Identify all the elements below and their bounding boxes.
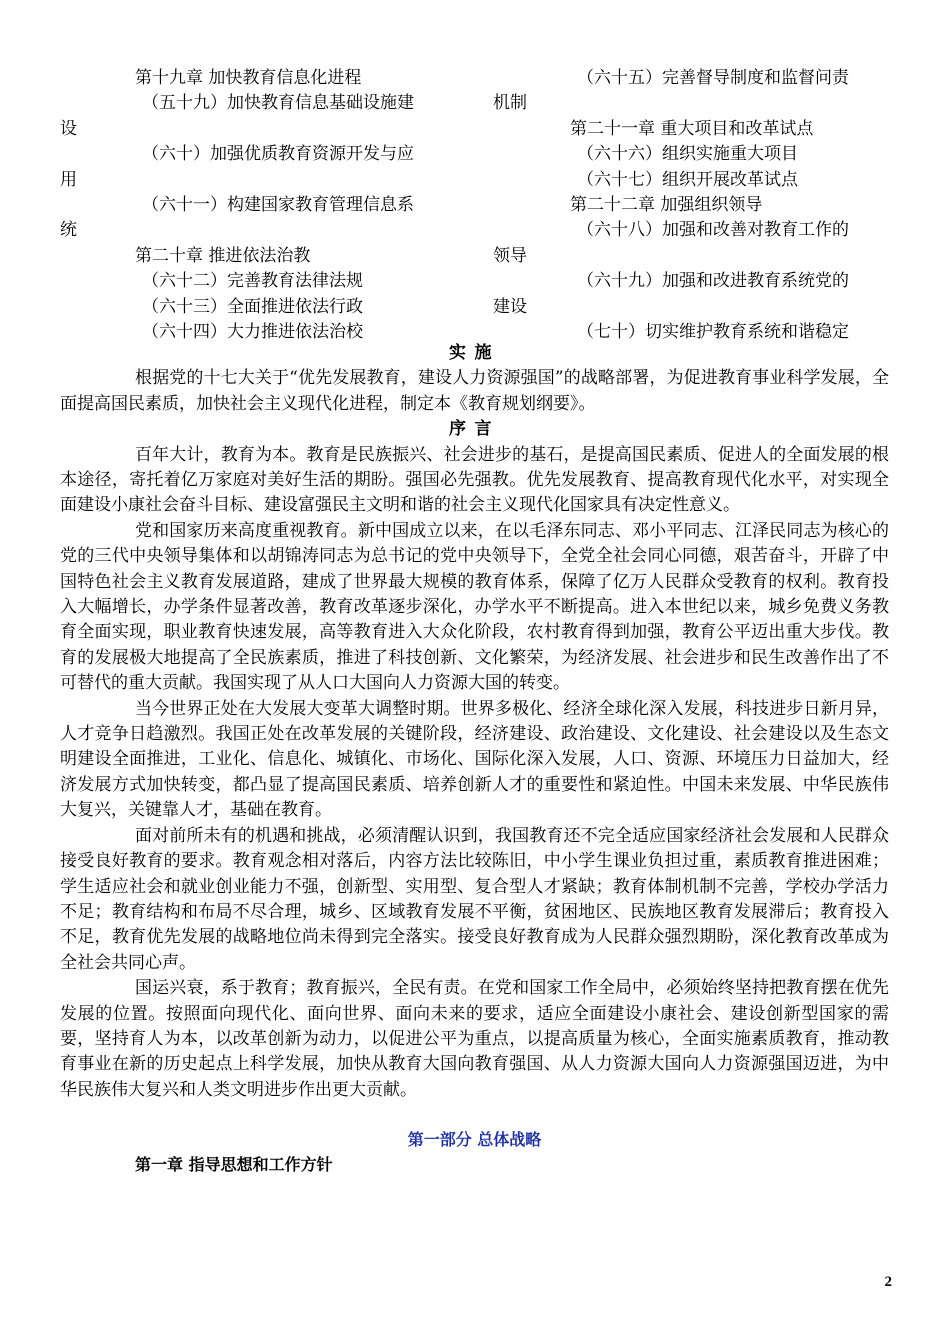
- toc-entry: （六十七）组织开展改革试点: [577, 169, 798, 190]
- preface-paragraph-4: 面对前所未有的机遇和挑战，必须清醒认识到，我国教育还不完全适应国家经济社会发展和人民群众接受良好教育的要求。教育观念相对落后，内容方法比较陈旧，中小学生课业负担过重，素质教育推进困难；学生适应社会和就业创业能力不强，创新型、实用型、复合型人才紧缺；教育体制机制不完善，学校办学活力不足；教育结构和布局不尽合理，城乡、区域教育发展不平衡，贫困地区、民族地区教育发展滞后；教育投入不足，教育优先发展的战略地位尚未得到完全落实。接受良好教育成为人民群众强烈期盼，深化教育改革成为全社会共同心声。: [60, 825, 889, 973]
- toc-entry: （七十）切实维护教育系统和谐稳定: [577, 321, 849, 342]
- toc-entry: 用: [60, 169, 77, 190]
- toc-entry: （六十）加强优质教育资源开发与应: [142, 144, 414, 165]
- toc-entry: （五十九）加快教育信息基础设施建: [142, 93, 414, 114]
- part-title: 第一部分 总体战略: [407, 1130, 542, 1150]
- toc-entry: 统: [60, 220, 77, 241]
- page-number: 2: [884, 1274, 892, 1290]
- toc-entry: （六十一）构建国家教育管理信息系: [142, 194, 414, 215]
- preface-paragraph-5: 国运兴衰，系于教育；教育振兴，全民有责。在党和国家工作全局中，必须始终坚持把教育摆在优先发展的位置。按照面向现代化、面向世界、面向未来的要求，适应全面建设小康社会、建设创新型国家的需要，坚持育人为本，以改革创新为动力，以促进公平为重点，以提高质量为核心，全面实施素质教育，推动教育事业在新的历史起点上科学发展，加快从教育大国向教育强国、从人力资源大国向人力资源强国迈进，为中华民族伟大复兴和人类文明进步作出更大贡献。: [60, 978, 889, 1100]
- document-body: [60, 341, 889, 1178]
- toc-entry: （六十三）全面推进依法行政: [142, 296, 363, 317]
- implementation-heading: 实施: [449, 343, 500, 363]
- preface-paragraph-1: 百年大计，教育为本。教育是民族振兴、社会进步的基石，是提高国民素质、促进人的全面发展的根本途径，寄托着亿万家庭对美好生活的期盼。强国必先强教。优先发展教育、提高教育现代化水平，对实现全面建设小康社会奋斗目标、建设富强民主文明和谐的社会主义现代化国家具有决定性意义。: [60, 444, 889, 516]
- toc-entry: （六十六）组织实施重大项目: [577, 144, 798, 165]
- toc-entry: （六十九）加强和改进教育系统党的: [577, 271, 849, 292]
- preface-paragraph-2: 党和国家历来高度重视教育。新中国成立以来，在以毛泽东同志、邓小平同志、江泽民同志为核心的党的三代中央领导集体和以胡锦涛同志为总书记的党中央领导下，全党全社会同心同德，艰苦奋斗，开辟了中国特色社会主义教育发展道路，建成了世界最大规模的教育体系，保障了亿万人民群众受教育的权利。教育投入大幅增长，办学条件显著改善，教育改革逐步深化，办学水平不断提高。进入本世纪以来，城乡免费义务教育全面实现，职业教育快速发展，高等教育进入大众化阶段，农村教育得到加强，教育公平迈出重大步伐。教育的发展极大地提高了全民族素质，推进了科技创新、文化繁荣，为经济发展、社会进步和民生改善作出了不可替代的重大贡献。我国实现了从人口大国向人力资源大国的转变。: [60, 520, 889, 694]
- implementation-paragraph: 根据党的十七大关于“优先发展教育，建设人力资源强国”的战略部署，为促进教育事业科学发展，全面提高国民素质，加快社会主义现代化进程，制定本《教育规划纲要》。: [60, 368, 889, 414]
- chapter-title: 第一章 指导思想和工作方针: [135, 1155, 333, 1175]
- toc-entry: （六十四）大力推进依法治校: [142, 321, 363, 342]
- toc-entry: 第二十章 推进依法治教: [135, 245, 311, 266]
- toc-entry: 第二十二章 加强组织领导: [570, 194, 763, 215]
- preface-heading: 序言: [449, 419, 500, 440]
- toc-right-column: [493, 66, 893, 345]
- toc-entry: 设: [60, 118, 77, 139]
- toc-entry: 机制: [493, 93, 527, 114]
- toc-entry: 建设: [493, 296, 527, 317]
- toc-entry: （六十五）完善督导制度和监督问责: [577, 68, 849, 88]
- toc-entry: 领导: [493, 245, 527, 266]
- toc-entry: （六十二）完善教育法律法规: [142, 271, 363, 292]
- toc-entry: 第十九章 加快教育信息化进程: [135, 68, 362, 88]
- toc-left-column: [60, 66, 460, 345]
- preface-paragraph-3: 当今世界正处在大发展大变革大调整时期。世界多极化、经济全球化深入发展，科技进步日新月异，人才竞争日趋激烈。我国正处在改革发展的关键阶段，经济建设、政治建设、文化建设、社会建设以及生态文明建设全面推进，工业化、信息化、城镇化、市场化、国际化深入发展，人口、资源、环境压力日益加大，经济发展方式加快转变，都凸显了提高国民素质、培养创新人才的重要性和紧迫性。中国未来发展、中华民族伟大复兴，关键靠人才，基础在教育。: [60, 698, 889, 821]
- toc-entry: 第二十一章 重大项目和改革试点: [570, 118, 814, 139]
- toc-entry: （六十八）加强和改善对教育工作的: [577, 220, 849, 241]
